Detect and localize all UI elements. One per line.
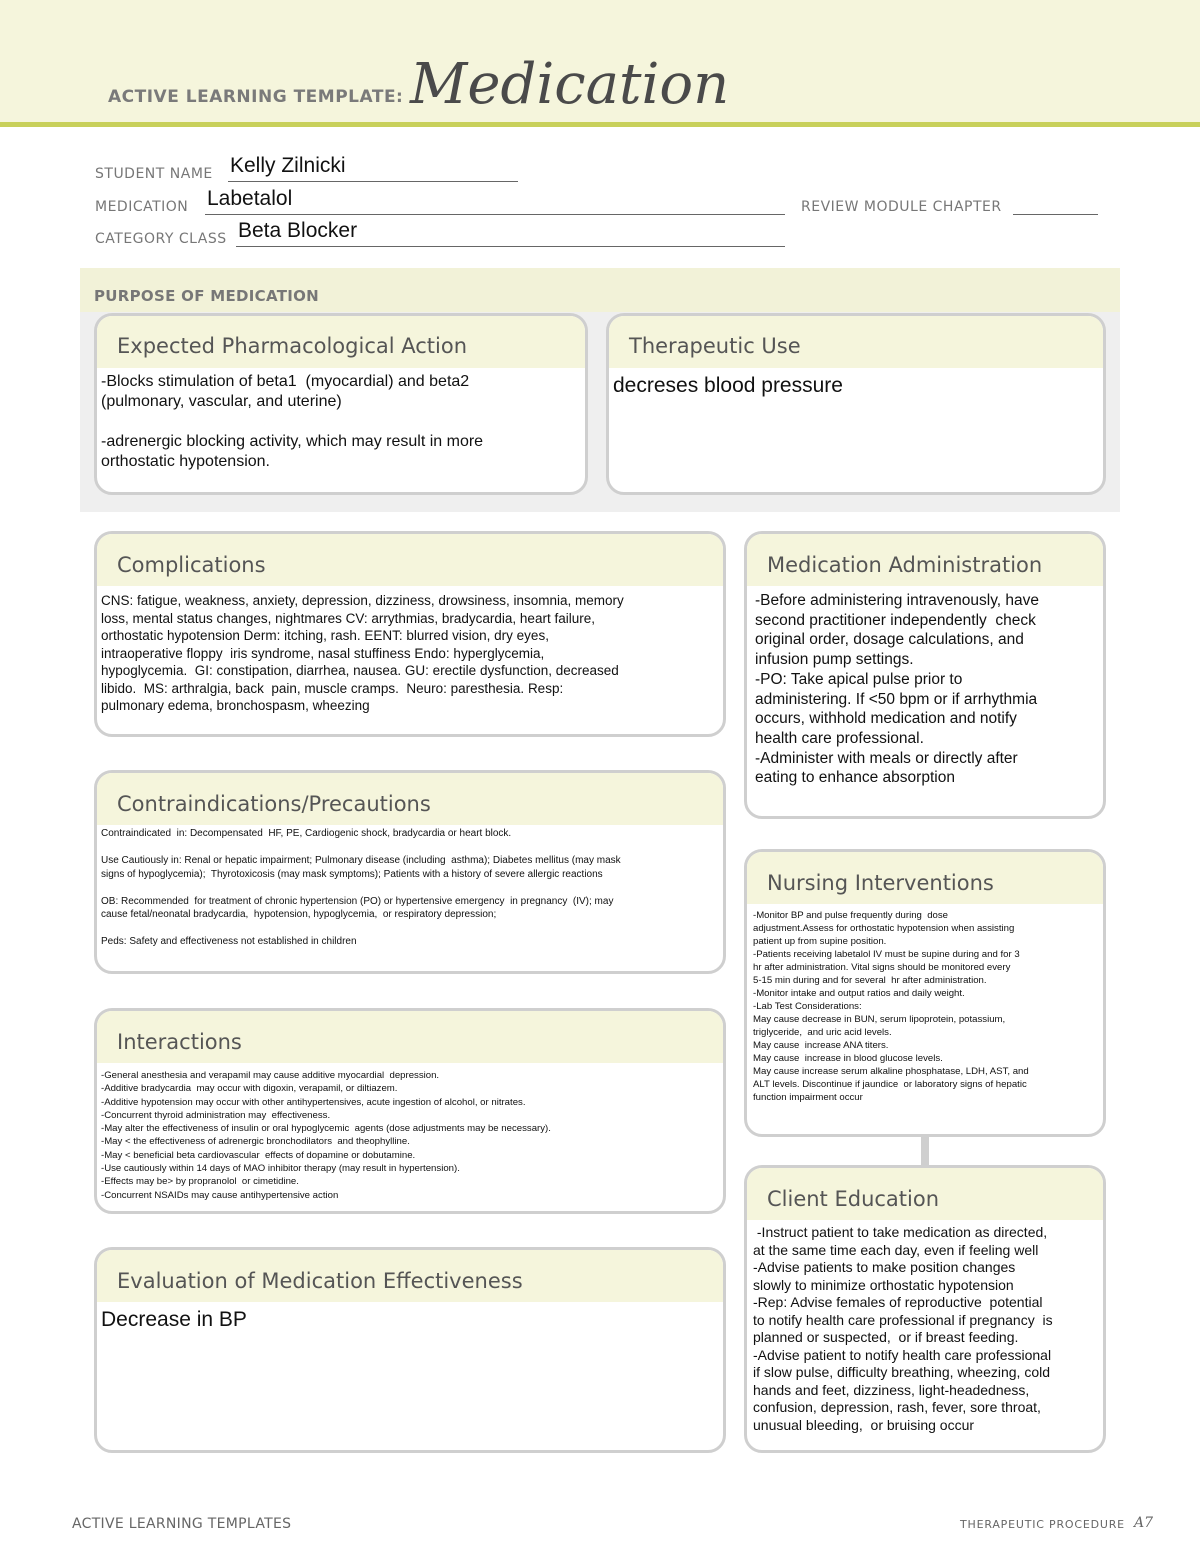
nursing-interventions-title: Nursing Interventions bbox=[767, 871, 994, 895]
client-education-text[interactable]: -Instruct patient to take medication as directed, at the same time each day, even if feeling well -Advise patients to make position changes slowly to minimize orthostatic hypotension -Rep: Advise females of reproductive potential to notify health care professional if pregnancy is planned or suspected, or if breast feeding. -Advise patient to notify health care professional if slow pulse, difficulty breathing, wheezing, cold hands and feet, dizziness, light-headedness, confusion, depression, rash, fever, sore throat, unusual bleeding, or bruising occur bbox=[753, 1224, 1053, 1433]
nursing-interventions-text[interactable]: -Monitor BP and pulse frequently during dose adjustment.Assess for orthostatic hypotension when assisting patient up from supine position. -Patients receiving labetalol IV must be supine during and for 3 hr after administration. Vital signs should be monitored every 5-15 min during and for several hr after administration. -Monitor intake and output ratios and daily weight. -Lab Test Considerations: May cause decrease in BUN, serum lipoprotein, potassium, triglyceride, and uric acid levels. May cause increase ANA titers. May cause increase in blood glucose levels. May cause increase serum alkaline phosphatase, LDH, AST, and ALT levels. Discontinue if jaundice or laboratory signs of hepatic function impairment occur bbox=[753, 910, 1029, 1103]
review-module-line bbox=[1013, 195, 1098, 215]
medication-administration-text[interactable]: -Before administering intravenously, have second practitioner independently check original order, dosage calculations, and infusion pump settings. -PO: Take apical pulse prior to administering. If <50 bpm or if arrhythmia occurs, withhold medication and notify health care professional. -Administer with meals or directly after eating to enhance absorption bbox=[755, 592, 1040, 787]
therapeutic-use-card bbox=[606, 313, 1106, 495]
complications-title: Complications bbox=[117, 553, 266, 577]
template-prefix: ACTIVE LEARNING TEMPLATE: bbox=[108, 87, 404, 107]
page-title: Medication bbox=[410, 52, 730, 117]
medication-administration-card bbox=[744, 531, 1106, 819]
complications-text[interactable]: CNS: fatigue, weakness, anxiety, depression, dizziness, drowsiness, insomnia, memory loss, mental status changes, nightmares CV: arrythmias, bradycardia, heart failure, orthostatic hypotension Derm: itching, rash. EENT: blurred vision, dry eyes, intraoperative floppy iris syndrome, nasal stuffiness Endo: hyperglycemia, hypoglycemia. GI: constipation, diarrhea, nausea. GU: erectile dysfunction, decreased libido. MS: arthralgia, back pain, muscle cramps. Neuro: paresthesia. Resp: pulmonary edema, bronchospasm, wheezing bbox=[101, 593, 624, 713]
connector-bar bbox=[921, 1134, 929, 1166]
student-name-label: STUDENT NAME bbox=[95, 166, 213, 182]
client-education-title: Client Education bbox=[767, 1187, 940, 1211]
evaluation-card bbox=[94, 1247, 726, 1453]
therapeutic-use-text[interactable]: decreses blood pressure bbox=[613, 374, 843, 397]
interactions-title: Interactions bbox=[117, 1030, 242, 1054]
header-rule bbox=[0, 122, 1200, 127]
footer-right: THERAPEUTIC PROCEDURE bbox=[960, 1518, 1125, 1531]
page-number: A7 bbox=[1134, 1515, 1154, 1531]
medication-field[interactable]: Labetalol bbox=[207, 187, 293, 210]
medication-administration-title: Medication Administration bbox=[767, 553, 1043, 577]
category-class-label: CATEGORY CLASS bbox=[95, 231, 227, 247]
nursing-interventions-card bbox=[744, 849, 1106, 1137]
footer-left: ACTIVE LEARNING TEMPLATES bbox=[72, 1516, 292, 1532]
pharmacological-action-text[interactable]: -Blocks stimulation of beta1 (myocardial) and beta2 (pulmonary, vascular, and uterine) -adrenergic blocking activity, which may result in more orthostatic hypotension. bbox=[101, 373, 484, 470]
client-education-card bbox=[744, 1165, 1106, 1453]
purpose-title: PURPOSE OF MEDICATION bbox=[94, 287, 320, 305]
pharmacological-action-title: Expected Pharmacological Action bbox=[117, 334, 468, 358]
contraindications-text[interactable]: Contraindicated in: Decompensated HF, PE, Cardiogenic shock, bradycardia or heart block. Use Cautiously in: Renal or hepatic impairment; Pulmonary disease (including asthma); Diabetes mellitus (may mask signs of hypoglycemia); Thyrotoxicosis (may mask symptoms); Patients with a history of severe allergic reactions OB: Recommended for treatment of chronic hypertension (PO) or hypertensive emergency in pregnancy (IV); may cause fetal/neonatal bradycardia, hypotension, hypoglycemia, or respiratory depression; Peds: Safety and effectiveness not established in children bbox=[101, 828, 621, 947]
pharmacological-action-card bbox=[94, 313, 588, 495]
student-name-field[interactable]: Kelly Zilnicki bbox=[230, 154, 346, 177]
review-module-label: REVIEW MODULE CHAPTER bbox=[801, 199, 1002, 215]
therapeutic-use-title: Therapeutic Use bbox=[629, 334, 801, 358]
complications-card bbox=[94, 531, 726, 737]
interactions-text[interactable]: -General anesthesia and verapamil may cause additive myocardial depression. -Additive bradycardia may occur with digoxin, verapamil, or diltiazem. -Additive hypotension may occur with other antihypertensives, acute ingestion of alcohol, or nitrates. -Concurrent thyroid administration may effectiveness. -May alter the effectiveness of insulin or oral hypoglycemic agents (dose adjustments may be necessary). -May < the effectiveness of adrenergic bronchodilators and theophylline. -May < beneficial beta cardiovascular effects of dopamine or dobutamine. -Use cautiously within 14 days of MAO inhibitor therapy (may result in hypertension). -Effects may be> by propranolol or cimetidine. -Concurrent NSAIDs may cause antihypertensive action bbox=[101, 1070, 551, 1201]
medication-label: MEDICATION bbox=[95, 199, 189, 215]
interactions-card bbox=[94, 1008, 726, 1214]
contraindications-title: Contraindications/Precautions bbox=[117, 792, 431, 816]
evaluation-text[interactable]: Decrease in BP bbox=[101, 1308, 247, 1331]
evaluation-title: Evaluation of Medication Effectiveness bbox=[117, 1269, 523, 1293]
category-class-field[interactable]: Beta Blocker bbox=[238, 219, 358, 242]
contraindications-card bbox=[94, 770, 726, 974]
